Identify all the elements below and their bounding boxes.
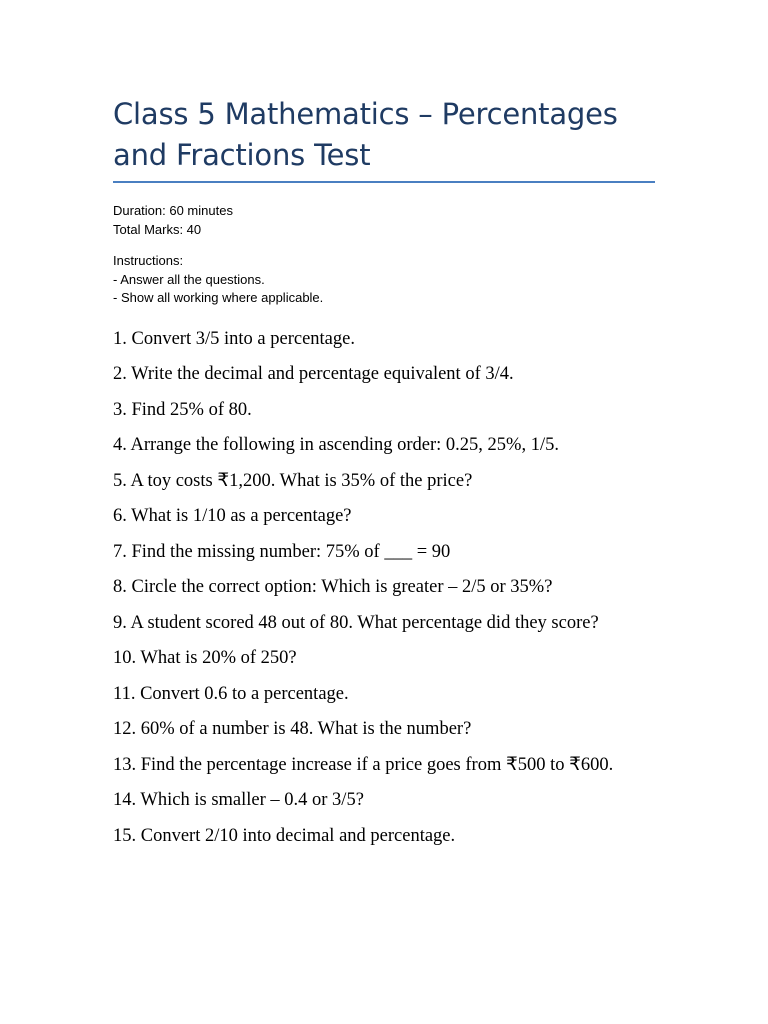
question-item: 13. Find the percentage increase if a price goes from ₹500 to ₹600.	[113, 754, 614, 775]
question-item: 8. Circle the correct option: Which is greater – 2/5 or 35%?	[113, 577, 553, 597]
question-item: 1. Convert 3/5 into a percentage.	[113, 328, 355, 349]
document-page	[113, 0, 658, 854]
question-item: 9. A student scored 48 out of 80. What percentage did they score?	[113, 612, 599, 633]
question-item: 4. Arrange the following in ascending order: 0.25, 25%, 1/5.	[113, 435, 559, 455]
question-item: 6. What is 1/10 as a percentage?	[113, 506, 352, 526]
question-item: 11. Convert 0.6 to a percentage.	[113, 683, 349, 704]
document-title: Class 5 Mathematics – Percentages and Fractions Test	[113, 97, 618, 172]
duration-text: Duration: 60 minutes	[113, 203, 233, 218]
question-list	[113, 322, 658, 855]
test-meta	[113, 202, 658, 239]
question-item: 10. What is 20% of 250?	[113, 648, 297, 668]
instruction-item: - Answer all the questions.	[113, 271, 265, 287]
question-item: 3. Find 25% of 80.	[113, 399, 252, 420]
question-item: 5. A toy costs ₹1,200. What is 35% of the price?	[113, 470, 473, 491]
question-item: 12. 60% of a number is 48. What is the number?	[113, 719, 472, 739]
instructions-heading: Instructions:	[113, 253, 184, 268]
title-divider	[113, 181, 655, 183]
question-item: 14. Which is smaller – 0.4 or 3/5?	[113, 790, 364, 810]
question-item: 7. Find the missing number: 75% of ___ = 90	[113, 541, 451, 562]
total-marks-text: Total Marks: 40	[113, 221, 202, 237]
instruction-item: - Show all working where applicable.	[113, 290, 324, 305]
instructions-block	[113, 252, 658, 308]
question-item: 15. Convert 2/10 into decimal and percentage.	[113, 825, 456, 846]
question-item: 2. Write the decimal and percentage equivalent of 3/4.	[113, 364, 514, 384]
